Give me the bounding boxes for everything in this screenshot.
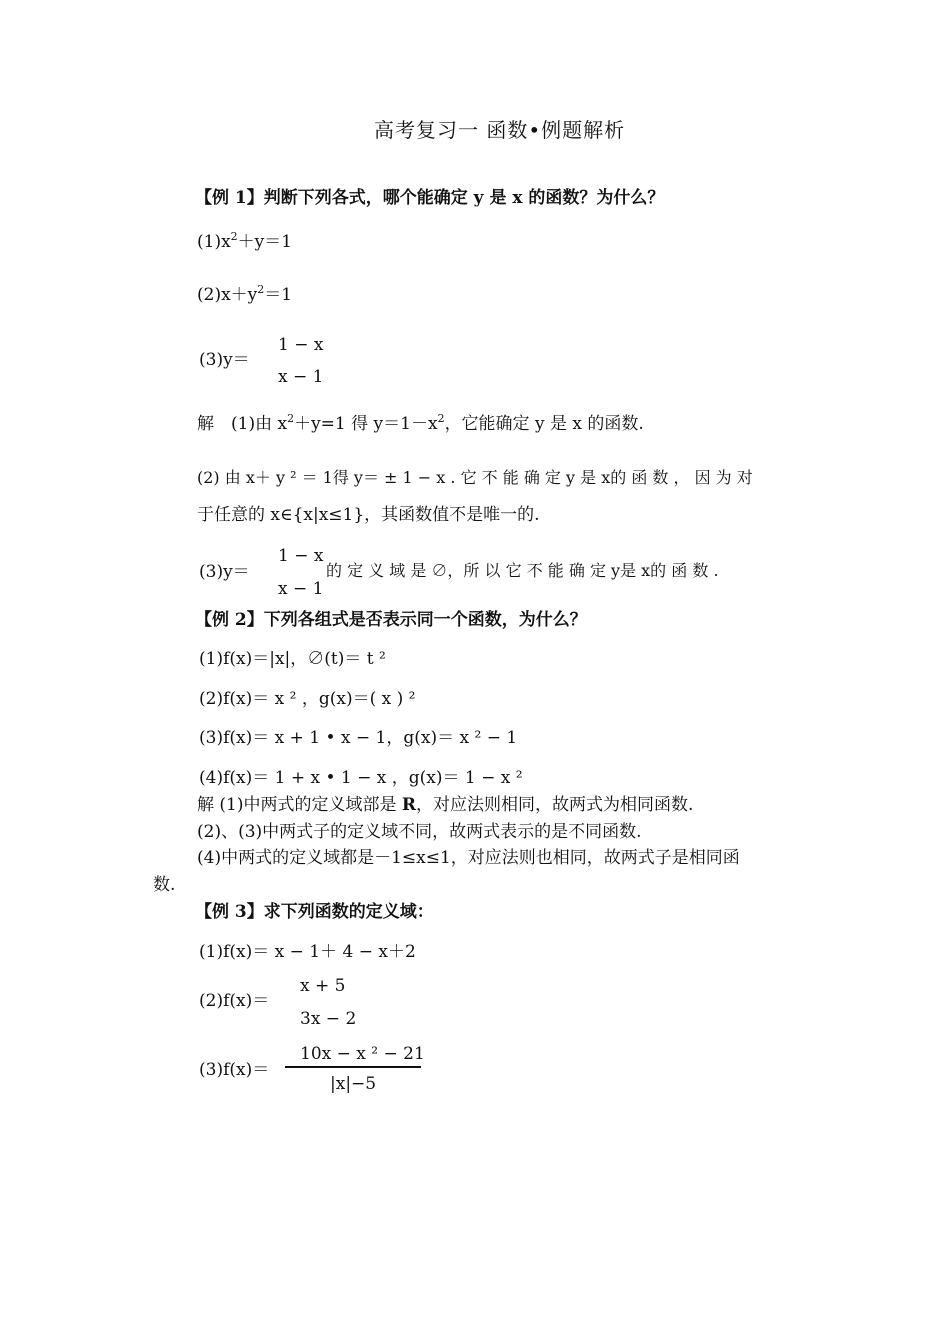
example-2-item-2: (2)f(x)＝ x ² ，g(x)＝( x ) ²: [199, 689, 416, 709]
example-1-solution-3-label: (3)y＝: [199, 562, 250, 582]
example-1-item-3-label: (3)y＝: [199, 350, 250, 370]
example-1-solution-2-line-1: (2) 由 x＋ y ² ＝ 1得 y＝ ± 1 − x . 它 不 能 确 定 y 是 x的 函 数 ， 因 为 对: [197, 468, 753, 487]
example-2-solution-1: [197, 797, 693, 814]
example-1-solution-2-line-2: 于任意的 x∈{x|x≤1}，其函数值不是唯一的.: [197, 505, 540, 525]
example-3-item-3-numerator: 10x − x ² − 21: [300, 1044, 425, 1064]
example-2-solution-3-line-2: 数.: [153, 875, 176, 895]
real-numbers-symbol: R: [401, 795, 417, 815]
example-2-solution-1-text-b: ，对应法则相同，故两式为相同函数.: [416, 795, 694, 815]
example-1-item-3-numerator: 1 − x: [278, 335, 324, 355]
example-2-item-4: (4)f(x)＝ 1 + x • 1 − x ，g(x)＝ 1 − x ²: [199, 768, 523, 788]
example-2-heading: 【例 2】下列各组式是否表示同一个函数，为什么？: [195, 610, 587, 630]
example-3-item-3-fraction-bar: [285, 1066, 421, 1068]
example-1-item-1: $(1)x^2+y=1$: [197, 230, 293, 252]
example-3-item-1: (1)f(x)＝ x − 1＋ 4 − x＋2: [199, 942, 416, 962]
example-2-solution-3-line-1: (4)中两式的定义域都是－1≤x≤1，对应法则也相同，故两式子是相同函: [197, 848, 740, 868]
example-1-item-2: $(2)x+y^2=1$: [197, 283, 293, 305]
example-3-heading: 【例 3】求下列函数的定义域：: [195, 902, 434, 922]
example-3-item-2-numerator: x + 5: [300, 976, 346, 996]
example-2-solution-2: (2)、(3)中两式子的定义域不同，故两式表示的是不同函数.: [197, 822, 642, 842]
example-3-item-3-label: (3)f(x)＝: [199, 1060, 270, 1080]
example-2-item-1: (1)f(x)＝|x|，∅(t)＝ t ²: [199, 649, 386, 669]
example-1-solution-1: 解 (1)由 $x^2+y=1$ 得 $y=1-x^2$，它能确定 y 是 x 的函数.: [197, 412, 644, 434]
example-1-solution-3-denominator: x − 1: [278, 579, 324, 599]
example-2-item-3: (3)f(x)＝ x + 1 • x − 1，g(x)＝ x ² − 1: [199, 728, 518, 748]
example-1-solution-3-numerator: 1 − x: [278, 546, 324, 566]
example-1-heading: 【例 1】判断下列各式，哪个能确定 y 是 x 的函数？为什么？: [195, 188, 665, 208]
example-3-item-3-denominator: |x|−5: [330, 1074, 377, 1094]
page-title: 高考复习一 函数•例题解析: [374, 118, 626, 142]
example-1-solution-3-text: 的 定 义 域 是 ∅，所 以 它 不 能 确 定 y是 x的 函 数 .: [326, 561, 719, 580]
example-1-item-3-denominator: x − 1: [278, 367, 324, 387]
example-3-item-2-denominator: 3x − 2: [300, 1009, 357, 1029]
example-3-item-2-label: (2)f(x)＝: [199, 991, 270, 1011]
example-2-solution-1-text-a: 解 (1)中两式的定义域部是: [197, 795, 402, 815]
